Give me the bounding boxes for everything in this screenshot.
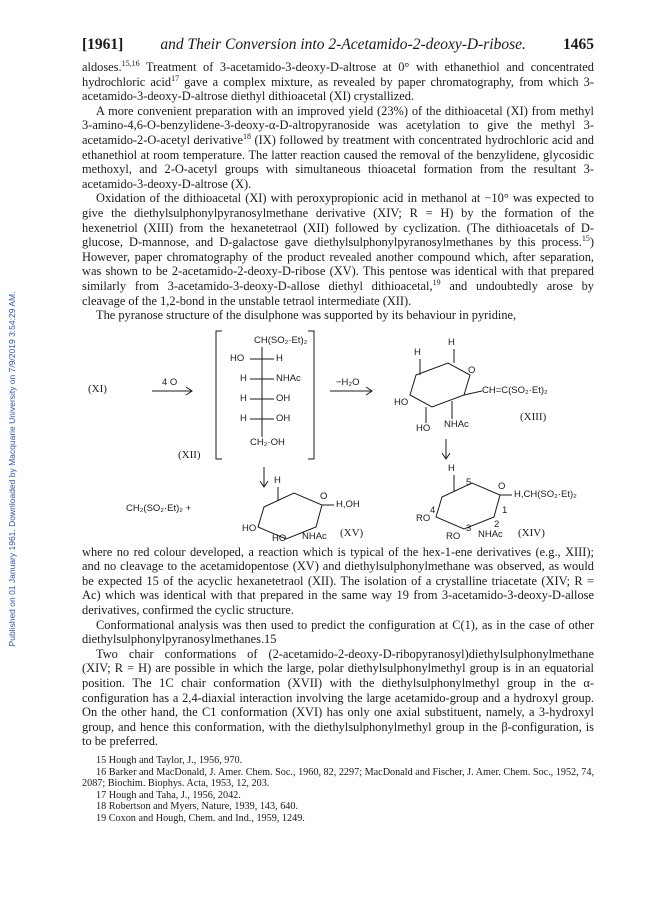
text: ) However, paper chromatography of the product revealed another compound which, after separation, was shown to be 2-acetamido-2-deoxy-D-ribose (XV). This pentose was identical with that prepared similarly from 3-acetamido-3-deoxy-D-allose diethyl dithioacetal,: [82, 235, 594, 293]
xiv-ro-bottom: RO: [446, 530, 461, 542]
xiv-substituent: H,CH(SO₂·Et)₂: [514, 488, 577, 500]
xiii-h-top-left: H: [414, 346, 421, 358]
text: (IX) followed by treatment with concentrated hydrochloric acid and ethanethiol at room temperature. The latter reaction caused the removal of the benzylidene, glycosidic methoxyl, and 2-O-acetyl groups with simultaneous thioacetal formation from the resultant 3-acetamido-3-deoxy-D-altrose (X).: [82, 132, 594, 191]
xv-anomeric: H,OH: [336, 498, 360, 510]
xv-byproduct: CH₂(SO₂·Et)₂ +: [126, 502, 192, 514]
xiv-h-top: H: [448, 462, 455, 474]
xv-ho-ring: HO: [242, 522, 257, 534]
fischer-c2-left: HO: [230, 352, 245, 364]
reference: 19: [432, 277, 441, 287]
reference: 15: [581, 234, 590, 243]
paragraph-6: Conformational analysis was then used to predict the configuration at C(1), as in the case of other diethylsulphonylpyranosylmethanes.15: [82, 617, 594, 647]
journal-page: [82, 36, 594, 825]
reference: 18: [243, 131, 252, 141]
compound-xii-label: (XII): [178, 448, 201, 461]
xv-nhac: NHAc: [302, 530, 327, 542]
text: and undoubtedly arose by cleavage of the 1,2-bond in the unstable tetraol intermediate (XII).: [82, 278, 594, 308]
ring-xiii: [410, 363, 470, 407]
compound-xiii-label: (XIII): [520, 410, 547, 423]
footnote-17: 17 Hough and Taha, J., 1956, 2042.: [96, 789, 241, 801]
paragraph-4: The pyranose structure of the disulphone was supported by its behaviour in pyridine,: [96, 308, 517, 323]
fischer-c2-right: H: [276, 352, 283, 364]
compound-xiv-label: (XIV): [518, 526, 545, 539]
bracket-right: [308, 331, 314, 459]
footnote-18: 18 Robertson and Myers, Nature, 1939, 143, 640.: [96, 801, 299, 813]
xiv-c5-number: 5: [466, 476, 472, 488]
reagent-peracid: 4 O: [162, 376, 178, 388]
xv-h-top: H: [274, 474, 281, 486]
xiii-nhac: NHAc: [444, 418, 469, 430]
compound-xi-label: (XI): [88, 382, 107, 395]
xiv-c3-number: 3: [466, 522, 472, 534]
reference: 15,16: [121, 58, 140, 68]
text: gave a complex mixture, as revealed by paper chromatography, from which 3-acetamido-3-deoxy-D-altrose diethyl dithioacetal (XI) crystallized.: [82, 74, 594, 104]
xv-ho-bottom: HO: [272, 532, 287, 544]
xiii-ring-oxygen: O: [468, 364, 476, 376]
xiii-substituent: CH=C(SO₂·Et)₂: [482, 384, 548, 396]
xiv-c4-number: 4: [430, 504, 436, 516]
fischer-c4-left: H: [240, 392, 247, 404]
xiv-ring-oxygen: O: [498, 480, 506, 492]
header-year: [1961]: [82, 36, 124, 53]
xiv-c1-number: 1: [502, 504, 508, 516]
download-watermark: [6, 150, 18, 790]
xiv-nhac: NHAc: [478, 528, 503, 540]
header-title: and Their Conversion into 2-Acetamido-2-deoxy-D-ribose.: [160, 36, 526, 53]
xiii-h-top-right: H: [448, 336, 455, 348]
fischer-c5-right: OH: [276, 412, 291, 424]
xiii-ho-ring: HO: [394, 396, 409, 408]
header-page-number: 1465: [562, 36, 594, 53]
running-header: [82, 36, 594, 54]
fischer-bottom-group: CH₂·OH: [250, 436, 285, 448]
paragraph-5: where no red colour developed, a reaction which is typical of the hex-1-ene derivatives (e.g., XIII); and no cleavage to the acetamidopentose (XV) and diethylsulphonylmethane was observed, as would be expected 15 of the acyclic hexanetetraol (XII). The isolation of a crystalline triacetate (XIV; R = Ac) which was identical with that prepared in the same way 19 from 3-acetamido-3-deoxy-D-allose derivatives, confirmed the cyclic structure.: [82, 544, 594, 618]
download-notice: Published on 01 January 1961. Downloaded by Macquarie University on 7/9/2019 3:54:29 AM.: [7, 291, 17, 647]
paragraph-7: Two chair conformations of (2-acetamido-2-deoxy-D-ribopyranosyl)diethylsulphonylmethane (XIV; R = H) are possible in which the large, polar diethylsulphonylmethyl group is in an equatorial position. The 1C chair conformation (XVII) with the diethylsulphonylmethyl group in the α-configuration has a 2,4-diaxial interaction involving the large acetamido-group and a hydroxyl group. On the other hand, the C1 conformation (XVI) has only one axial substituent, namely, a 3-hydroxyl group, and hence this conformation, with the diethylsulphonylmethyl group in the β-configuration, is to be preferred.: [82, 646, 594, 749]
footnote-16: 16 Barker and MacDonald, J. Amer. Chem. Soc., 1960, 82, 2297; MacDonald and Fischer, J. Amer. Chem. Soc., 1952, 74, 2087; Biochim. Biophys. Acta, 1953, 12, 203.: [82, 766, 594, 790]
fischer-c5-left: H: [240, 412, 247, 424]
xiv-c2-number: 2: [494, 518, 500, 530]
footnote-15: 15 Hough and Taylor, J., 1956, 970.: [96, 755, 243, 766]
bracket-left: [216, 331, 222, 459]
paragraph-1: [82, 60, 594, 104]
text: Treatment of 3-acetamido-3-deoxy-D-altrose at 0° with ethanethiol and concentrated hydrochloric acid: [82, 60, 594, 89]
xv-ring-oxygen: O: [320, 490, 328, 502]
footnote-19: 19 Coxon and Hough, Chem. and Ind., 1959, 1249.: [96, 812, 305, 824]
text: aldoses.: [82, 60, 122, 74]
xiii-ho-bottom: HO: [416, 422, 431, 434]
reagent-dehydration: −H₂O: [336, 376, 360, 388]
fischer-c3-right: NHAc: [276, 372, 301, 384]
xiv-ro-ring: RO: [416, 512, 431, 524]
paragraph-3: [82, 191, 594, 308]
fischer-top-group: CH(SO₂·Et)₂: [254, 334, 308, 346]
fischer-c4-right: OH: [276, 392, 291, 404]
text: A more convenient preparation with an improved yield (23%) of the dithioacetal (XI) from methyl 3-amino-4,6-O-benzylidene-3-deoxy-α-D-altropyranoside was acetylation to give the methyl 3-acetamido-2-O-acetyl derivative: [82, 103, 594, 147]
fischer-c3-left: H: [240, 372, 247, 384]
footnotes: [82, 755, 594, 825]
compound-xv-label: (XV): [340, 526, 364, 539]
text: Oxidation of the dithioacetal (XI) with peroxypropionic acid in methanol at −10° was expected to give the diethylsulphonylpyranosylmethane derivative (XIV; R = H) by the formation of the hexenetriol (XIII) from the hexanetetraol (XII) followed by cyclization. (The dithioacetals of D-glucose, D-mannose, and D-galactose gave diethylsulphonylpyranosylmethanes by this process.: [82, 191, 594, 250]
reference: 17: [171, 73, 180, 83]
paragraph-2: [82, 104, 594, 192]
reaction-scheme: [82, 327, 594, 544]
